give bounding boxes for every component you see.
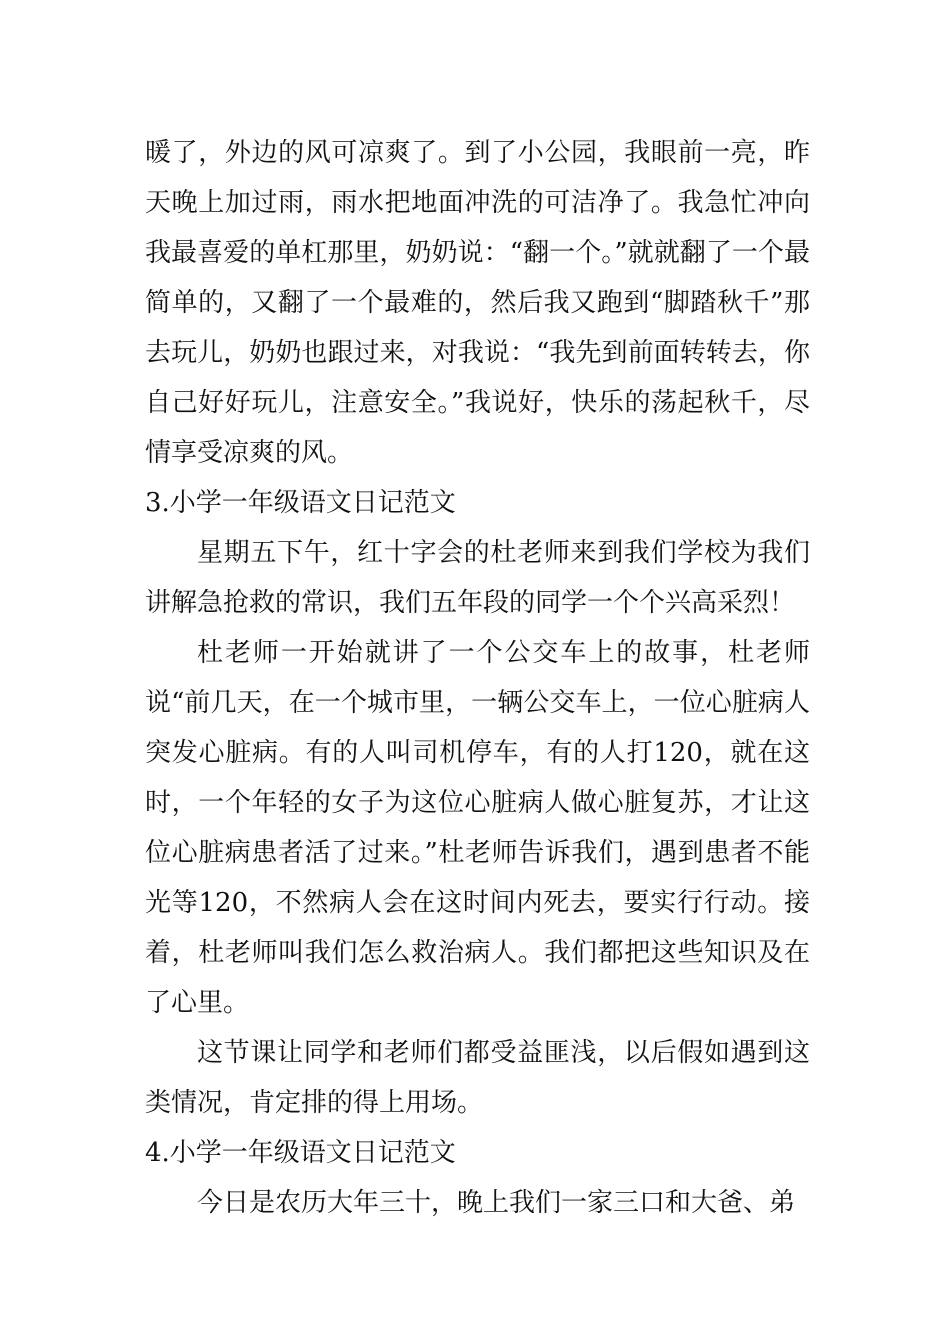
paragraph: 杜老师一开始就讲了一个公交车上的故事，杜老师说“前几天，在一个城市里，一辆公交车上，一位心脏病人突发心脏病。有的人叫司机停车，有的人打120，就在这时，一个年轻的女子为这位心脏病人做心脏复苏，才让这位心脏病患者活了过来。”杜老师告诉我们，遇到患者不能光等120，不然病人会在这时间内死去，要实行行动。接着，杜老师叫我们怎么救治病人。我们都把这些知识及在了心里。 (145, 638, 810, 1018)
paragraph-continuation: 暖了，外边的风可凉爽了。到了小公园，我眼前一亮，昨天晚上加过雨，雨水把地面冲洗的可洁净了。我急忙冲向我最喜爱的单杠那里，奶奶说：“翻一个。”就就翻了一个最简单的，又翻了一个最难的，然后我又跑到“脚踏秋千”那去玩儿，奶奶也跟过来，对我说：“我先到前面转转去，你自己好好玩儿，注意安全。”我说好，快乐的荡起秋千，尽情享受凉爽的风。 (145, 138, 810, 468)
paragraph: 今日是农历大年三十，晚上我们一家三口和大爸、弟 (197, 1188, 796, 1218)
paragraph: 星期五下午，红十字会的杜老师来到我们学校为我们讲解急抢救的常识，我们五年段的同学一个个兴高采烈！ (145, 538, 810, 618)
document-body (145, 128, 810, 1228)
paragraph: 这节课让同学和老师们都受益匪浅，以后假如遇到这类情况，肯定排的得上用场。 (145, 1038, 810, 1118)
section-heading-3: 3.小学一年级语文日记范文 (145, 488, 456, 518)
section-heading-4: 4.小学一年级语文日记范文 (145, 1138, 456, 1168)
